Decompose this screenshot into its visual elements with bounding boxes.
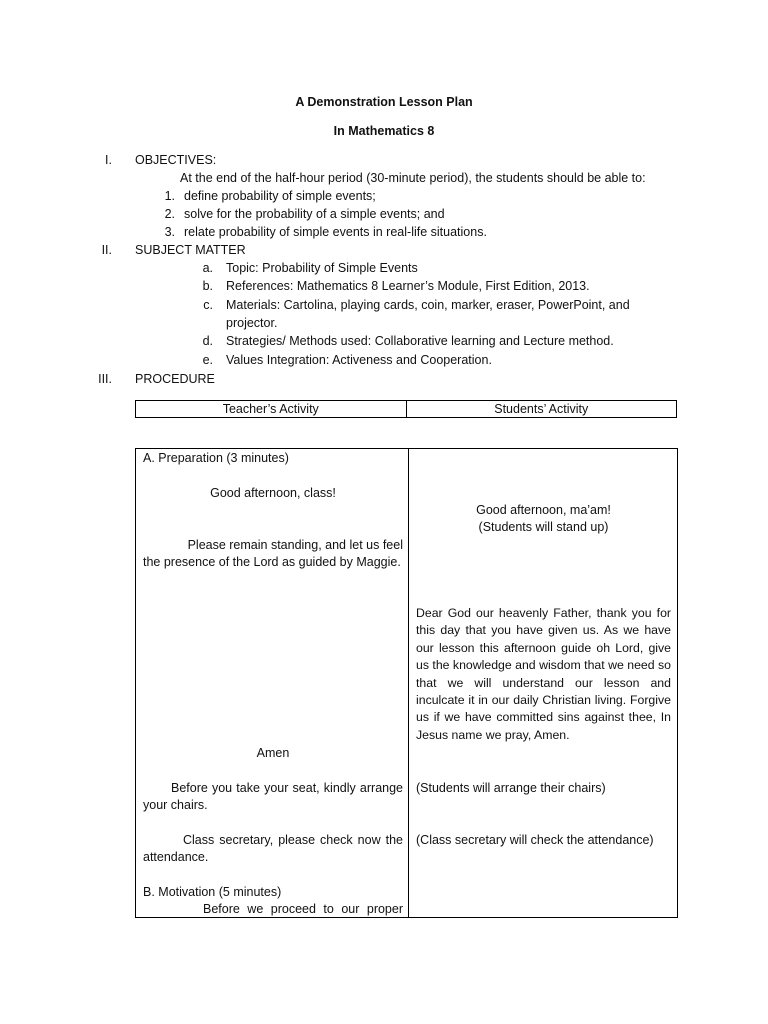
objectives-intro: At the end of the half-hour period (30-minute period), the students should be able to:	[180, 171, 646, 185]
objective-number: 3.	[164, 225, 175, 239]
subject-item-letter: b.	[202, 279, 213, 293]
activity-table	[135, 448, 678, 918]
teacher-amen: Amen	[256, 746, 290, 760]
objective-item: solve for the probability of a simple events; and	[184, 207, 445, 221]
subject-item: References: Mathematics 8 Learner’s Module, First Edition, 2013.	[226, 279, 590, 293]
objective-item: relate probability of simple events in real-life situations.	[184, 225, 487, 239]
motivation-heading: B. Motivation (5 minutes)	[143, 885, 282, 899]
teacher-secretary-line2: attendance.	[143, 850, 209, 864]
students-activity-header: Students’ Activity	[406, 401, 677, 418]
teacher-arrange-text: Before you take your seat, kindly arrange	[171, 781, 403, 795]
students-arrange: (Students will arrange their chairs)	[416, 781, 606, 795]
teacher-prayer-request-line1: Please remain standing, and let us feel	[187, 538, 403, 552]
document-subtitle: In Mathematics 8	[333, 124, 435, 138]
subject-item-letter: d.	[202, 334, 213, 348]
students-greeting-line1: Good afternoon, ma’am!	[476, 503, 611, 517]
subject-item: Topic: Probability of Simple Events	[226, 261, 418, 275]
objective-item: define probability of simple events;	[184, 189, 376, 203]
document-title: A Demonstration Lesson Plan	[295, 95, 473, 109]
subject-item-letter: e.	[202, 353, 213, 367]
procedure-heading: PROCEDURE	[135, 372, 215, 386]
section-numeral-procedure: III.	[98, 372, 112, 386]
teacher-motivation-text	[143, 900, 403, 918]
subject-item: Strategies/ Methods used: Collaborative learning and Lecture method.	[226, 334, 614, 348]
students-greeting-line2: (Students will stand up)	[478, 520, 609, 534]
subject-item-letter: a.	[202, 261, 213, 275]
section-numeral-objectives: I.	[105, 153, 112, 167]
column-divider	[408, 449, 409, 917]
subject-item: Values Integration: Activeness and Cooperation.	[226, 353, 492, 367]
teacher-motivation-line: Before we proceed to our proper	[203, 902, 403, 916]
subject-matter-heading: SUBJECT MATTER	[135, 243, 246, 257]
teacher-arrange-line1	[143, 779, 403, 797]
subject-item-continuation: projector.	[226, 316, 278, 330]
teacher-prayer-request-line2: the presence of the Lord as guided by Maggie.	[143, 555, 401, 569]
subject-item: Materials: Cartolina, playing cards, coin, marker, eraser, PowerPoint, and	[226, 298, 630, 312]
section-numeral-subject-matter: II.	[101, 243, 112, 257]
teacher-arrange-line2: your chairs.	[143, 798, 208, 812]
teacher-activity-header: Teacher’s Activity	[136, 401, 407, 418]
subject-item-letter: c.	[203, 298, 213, 312]
objectives-heading: OBJECTIVES:	[135, 153, 217, 167]
activity-header-table	[135, 400, 677, 418]
teacher-secretary-text: Class secretary, please check now the	[183, 833, 403, 847]
teacher-greeting: Good afternoon, class!	[210, 486, 336, 500]
preparation-heading: A. Preparation (3 minutes)	[143, 451, 289, 465]
objective-number: 2.	[164, 207, 175, 221]
students-secretary: (Class secretary will check the attendance)	[416, 833, 654, 847]
teacher-secretary-line1	[143, 831, 403, 849]
students-prayer: Dear God our heavenly Father, thank you for this day that you have given us. As we have our lesson this afternoon guide oh Lord, give us the knowledge and wisdom that we need so that we will understand our lesson and inculcate it in our daily Christian living. Forgive us if we have committed sins against thee, In Jesus name we pray, Amen.	[416, 606, 671, 742]
objective-number: 1.	[164, 189, 175, 203]
